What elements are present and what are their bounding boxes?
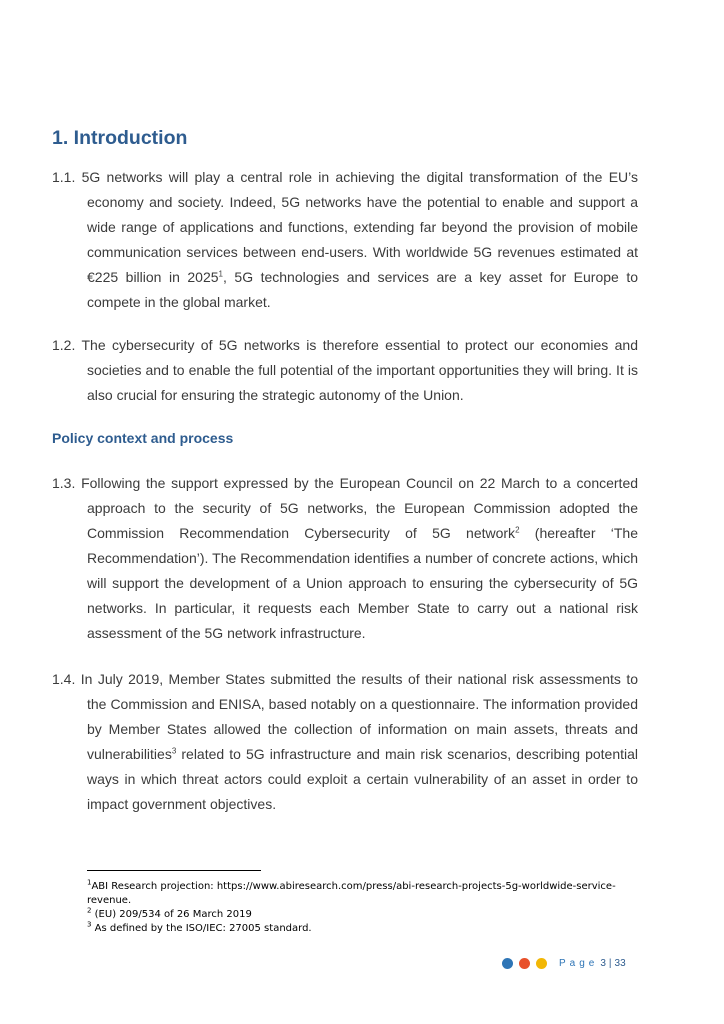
paragraph-1-1 <box>52 165 638 315</box>
footnote-text: ABI Research projection: https://www.abiresearch.com/press/abi-research-projects-5g-worldwide-service-revenue. <box>87 881 616 906</box>
paragraph-text: In July 2019, Member States submitted the results of their national risk assessments to the Commission and ENISA, based notably on a questionnaire. The information provided by Member States allowed the collection of information on main assets, threats and vulnerabilities <box>80 671 639 762</box>
footnote-text: As defined by the ISO/IEC: 27005 standard. <box>94 923 312 934</box>
footer-dot-blue-icon <box>502 958 513 969</box>
footnote-mark: 1 <box>87 878 92 887</box>
paragraph-1-4 <box>52 667 638 817</box>
footnote-divider <box>87 870 261 871</box>
paragraph-number: 1.2. <box>52 337 76 353</box>
page-number: 3 <box>600 957 606 969</box>
paragraph-number: 1.3. <box>52 475 76 491</box>
paragraph-number: 1.1. <box>52 169 76 185</box>
page-label: Page <box>559 957 599 969</box>
footer-dot-red-icon <box>519 958 530 969</box>
footnote-1 <box>87 880 647 908</box>
footnotes <box>87 880 647 936</box>
paragraph-text-cont: related to 5G infrastructure and main risk scenarios, describing potential ways in which threat actors could exploit a certain vulnerability of an asset in order to impact government objectives. <box>87 746 638 812</box>
section-heading: 1. Introduction <box>52 127 188 149</box>
footnote-text: (EU) 209/534 of 26 March 2019 <box>94 909 252 920</box>
page-footer <box>502 955 626 971</box>
paragraph-number: 1.4. <box>52 671 76 687</box>
footnote-ref-2[interactable]: 2 <box>515 525 520 535</box>
footnote-mark: 2 <box>87 906 92 915</box>
footnote-ref-3[interactable]: 3 <box>171 746 177 756</box>
paragraph-1-2 <box>52 333 638 408</box>
page-separator: | <box>608 957 612 969</box>
paragraph-text: Following the support expressed by the European Council on 22 March to a concerted approach to the security of 5G networks, the European Commission adopted the Commission Recommendation Cybersecurity of 5G network <box>81 475 639 541</box>
subsection-heading: Policy context and process <box>52 430 234 446</box>
paragraph-text-cont: (hereafter ‘The Recommendation’). The Recommendation identifies a number of concrete actions, which will support the development of a Union approach to ensuring the cybersecurity of 5G networks. In particular, it requests each Member State to carry out a national risk assessment of the 5G network infrastructure. <box>87 525 638 641</box>
paragraph-1-3 <box>52 471 638 646</box>
paragraph-text: The cybersecurity of 5G networks is therefore essential to protect our economies and societies and to enable the full potential of the important opportunities they will bring. It is also crucial for ensuring the strategic autonomy of the Union. <box>81 337 639 403</box>
footnote-ref-1[interactable]: 1 <box>218 269 223 279</box>
footnote-2 <box>87 908 647 922</box>
page-total: 33 <box>614 957 626 969</box>
footnote-mark: 3 <box>87 920 92 929</box>
footnote-3 <box>87 922 647 936</box>
paragraph-text: 5G networks will play a central role in achieving the digital transformation of the EU’s economy and society. Indeed, 5G networks have the potential to enable and support a wide range of applications and functions, extending far beyond the provision of mobile communication services between end-users. With worldwide 5G revenues estimated at €225 billion in 2025 <box>81 169 638 285</box>
paragraph-text-cont: , 5G technologies and services are a key asset for Europe to compete in the global market. <box>87 269 638 310</box>
footer-dot-yellow-icon <box>536 958 547 969</box>
